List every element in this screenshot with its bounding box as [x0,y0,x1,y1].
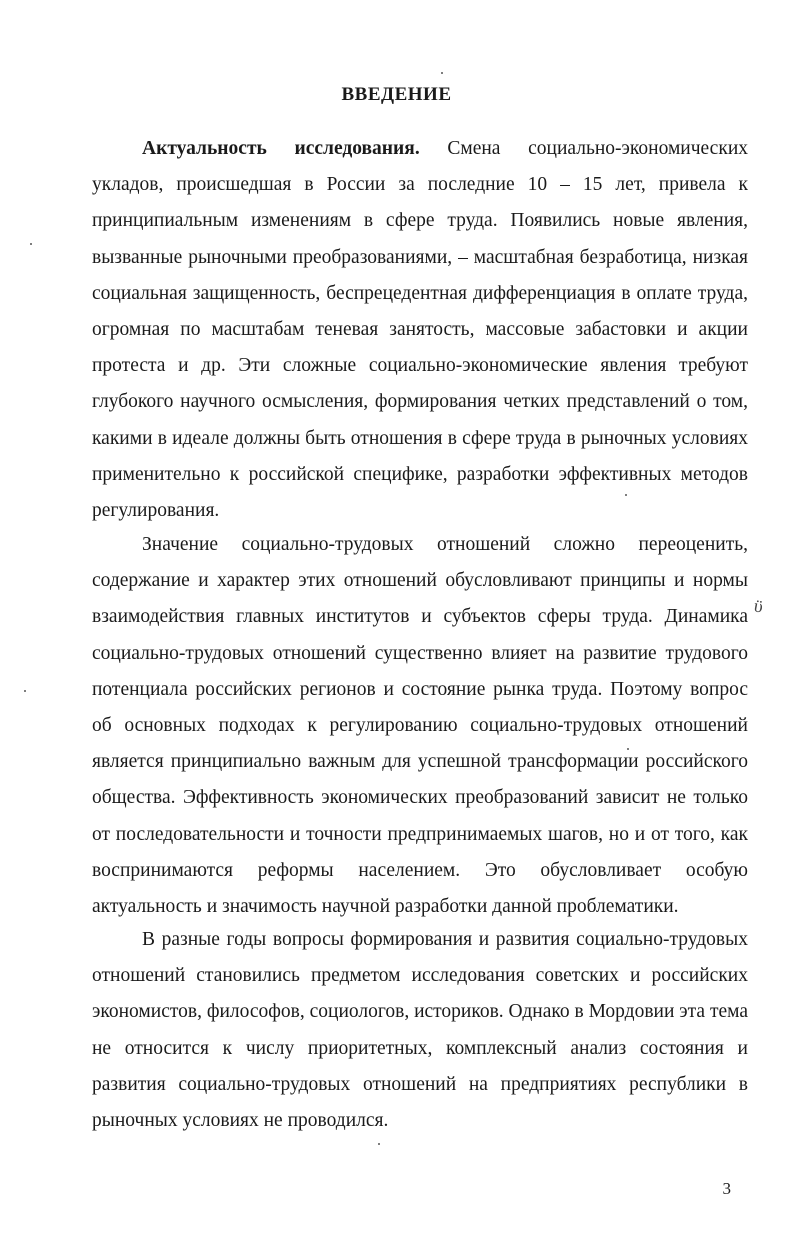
scan-speck [30,243,32,245]
scan-speck [625,494,627,496]
scan-speck [24,690,26,692]
paragraph-lead: Актуальность исследования. [142,138,420,159]
paragraph-relevance [92,131,748,529]
scan-smudge-icon: ϋ [752,595,765,617]
paragraph-significance [92,527,748,925]
scan-speck [627,748,629,750]
paragraph-text: Значение социально-трудовых отношений сложно переоценить, содержание и характер этих отношений обусловливают принципы и нормы взаимодействия главных институтов и субъектов сферы труда. Динамика социально-трудовых отношений существенно влияет на развитие трудового потенциала российских регионов и состояние рынка труда. Поэтому вопрос об основных подходах к регулированию социально-трудовых отношений является принципиально важным для успешной трансформации российского общества. Эффективность экономических преобразований зависит не только от последовательности и точности предпринимаемых шагов, но и от того, как воспринимаются реформы населением. Это обусловливает особую актуальность и значимость научной разработки данной проблематики. [92,534,748,918]
section-heading: ВВЕДЕНИЕ [341,84,452,105]
paragraph-research-history [92,922,748,1139]
paragraph-text: В разные годы вопросы формирования и развития социально-трудовых отношений становились предметом исследования советских и российских экономистов, философов, социологов, историков. Однако в Мордовии эта тема не относится к числу приоритетных, комплексный анализ состояния и развития социально-трудовых отношений на предприятиях республики в рыночных условиях не проводился. [92,929,749,1132]
scan-speck [378,1143,380,1145]
paragraph-text: Смена социально-экономических укладов, происшедшая в России за последние 10 – 15 лет, привела к принципиальным изменениям в сфере труда. Появились новые явления, вызванные рыночными преобразованиями, – масштабная безработица, низкая социальная защищенность, беспрецедентная дифференциация в оплате труда, огромная по масштабам теневая занятость, массовые забастовки и акции протеста и др. Эти сложные социально-экономические явления требуют глубокого научного осмысления, формирования четких представлений о том, какими в идеале должны быть отношения в сфере труда в рыночных условиях применительно к российской специфике, разработки эффективных методов регулирования. [92,138,748,522]
scan-speck [441,72,443,74]
page-number: 3 [722,1179,731,1198]
